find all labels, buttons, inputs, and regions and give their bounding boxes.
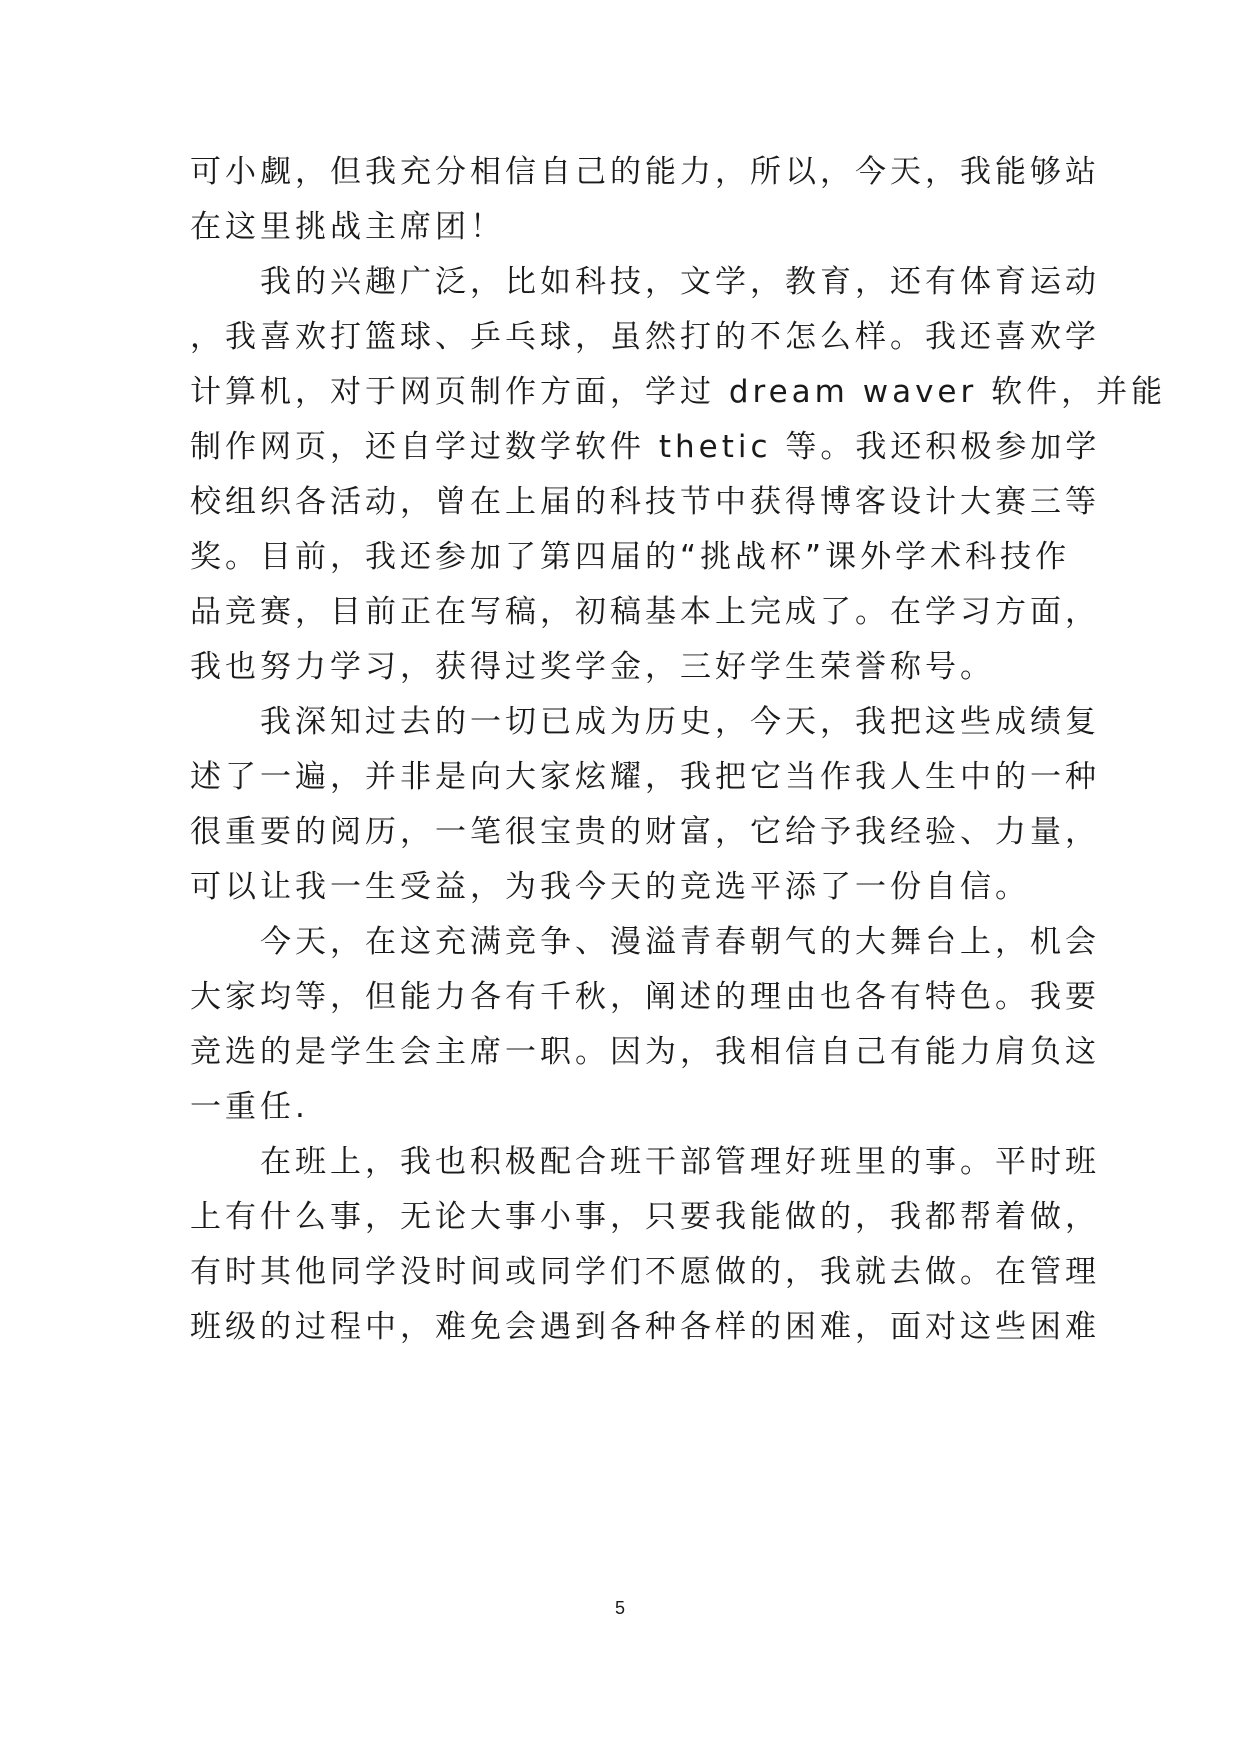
page-number: 5: [614, 1598, 625, 1618]
text-line: 我深知过去的一切已成为历史，今天，我把这些成绩复: [190, 704, 1100, 740]
text-line: 上有什么事，无论大事小事，只要我能做的，我都帮着做，: [190, 1199, 1100, 1235]
text-line: 我也努力学习，获得过奖学金，三好学生荣誉称号。: [190, 649, 995, 685]
text-line: 可小觑，但我充分相信自己的能力，所以，今天，我能够站: [190, 154, 1100, 190]
text-line: 今天，在这充满竞争、漫溢青春朝气的大舞台上，机会: [190, 924, 1100, 960]
text-line: 大家均等，但能力各有千秋，阐述的理由也各有特色。我要: [190, 979, 1100, 1015]
text-line: 我的兴趣广泛，比如科技，文学，教育，还有体育运动: [190, 264, 1100, 300]
text-line: 很重要的阅历，一笔很宝贵的财富，它给予我经验、力量，: [190, 814, 1100, 850]
text-line: 竞选的是学生会主席一职。因为，我相信自己有能力肩负这: [190, 1034, 1100, 1070]
text-line: 可以让我一生受益，为我今天的竞选平添了一份自信。: [190, 869, 1030, 905]
text-line: 在班上，我也积极配合班干部管理好班里的事。平时班: [190, 1144, 1100, 1180]
text-line: 校组织各活动，曾在上届的科技节中获得博客设计大赛三等: [190, 484, 1100, 520]
text-line: 述了一遍，并非是向大家炫耀，我把它当作我人生中的一种: [190, 759, 1100, 795]
text-line: 一重任.: [190, 1089, 309, 1125]
text-line: 在这里挑战主席团！: [190, 209, 505, 245]
text-line: ，我喜欢打篮球、乒乓球，虽然打的不怎么样。我还喜欢学: [190, 319, 1100, 355]
text-line: 有时其他同学没时间或同学们不愿做的，我就去做。在管理: [190, 1254, 1100, 1290]
text-line: 奖。目前，我还参加了第四届的“挑战杯”课外学术科技作: [190, 539, 1071, 575]
text-line: 计算机，对于网页制作方面，学过 dream waver 软件，并能: [190, 374, 1167, 410]
text-line: 制作网页，还自学过数学软件 thetic 等。我还积极参加学: [190, 429, 1101, 465]
text-line: 班级的过程中，难免会遇到各种各样的困难，面对这些困难: [190, 1309, 1100, 1345]
text-line: 品竞赛，目前正在写稿，初稿基本上完成了。在学习方面，: [190, 594, 1100, 630]
